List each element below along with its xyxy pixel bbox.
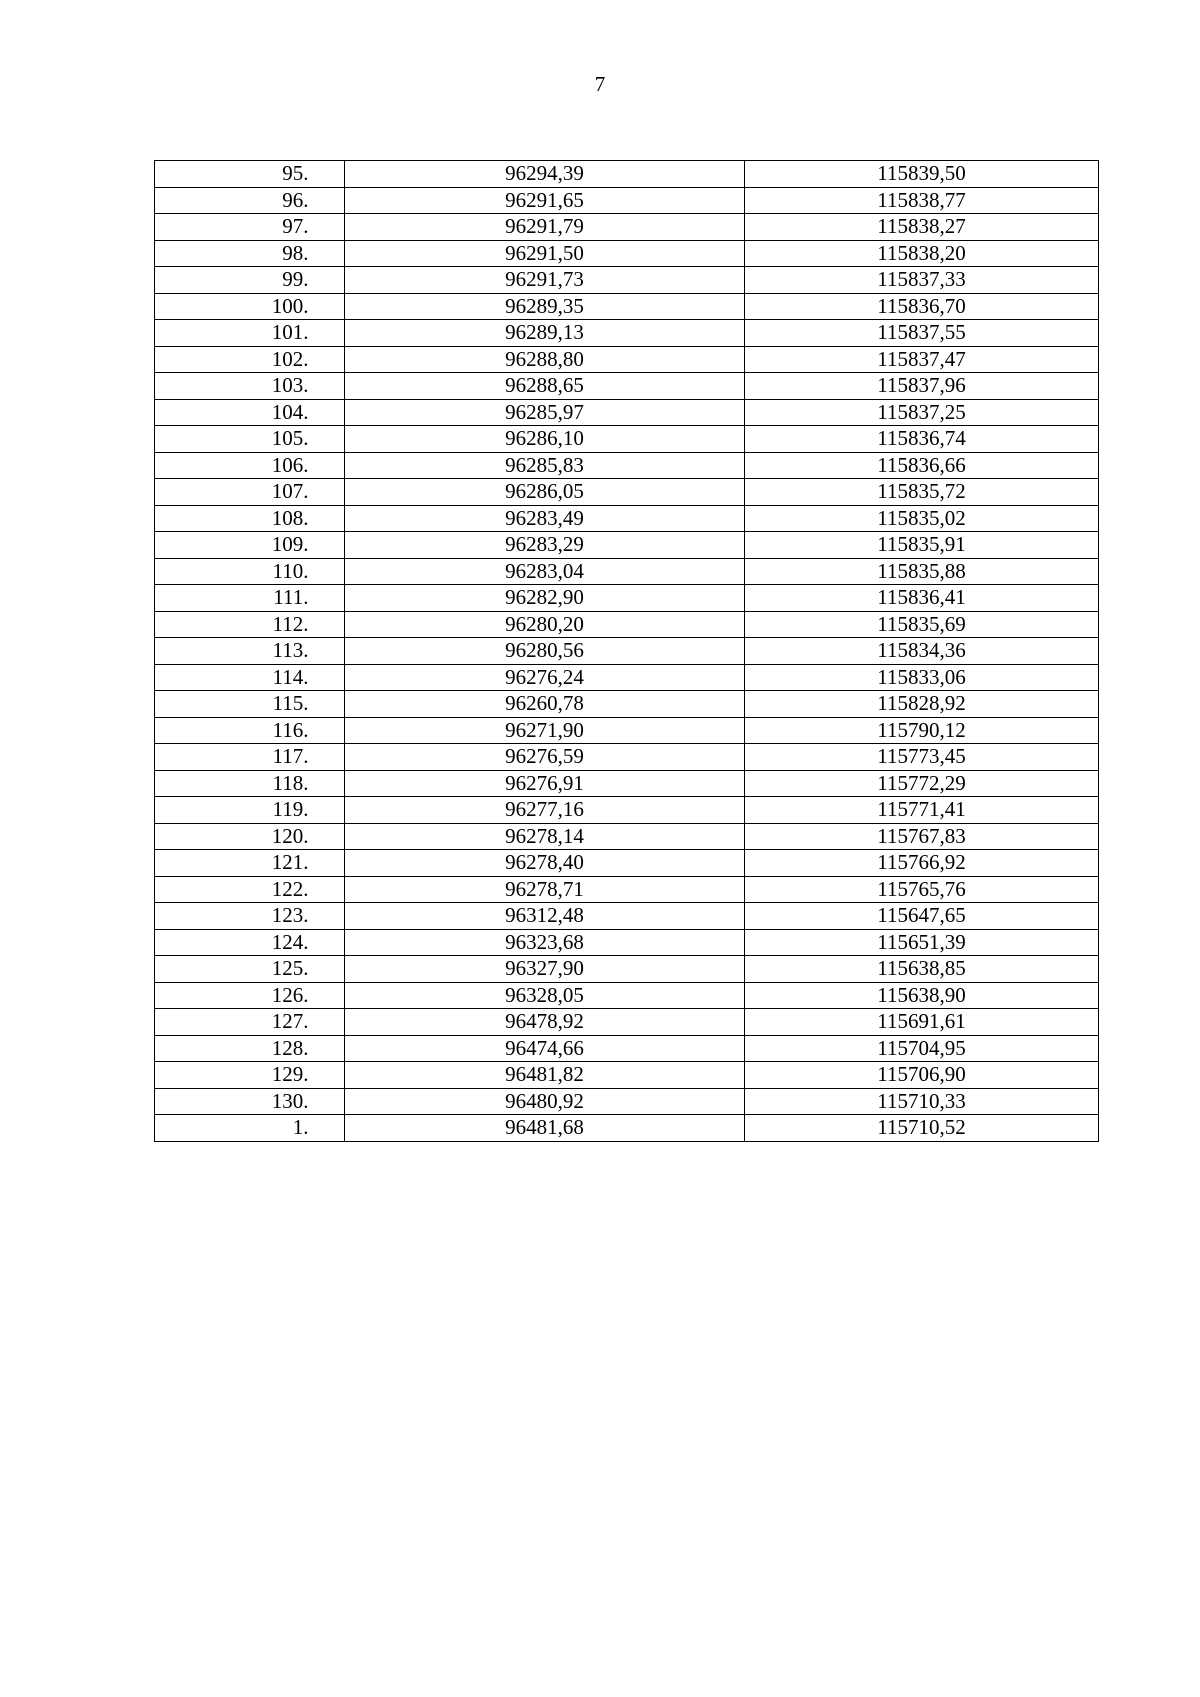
table-row [155,1062,1099,1089]
table-row [155,293,1099,320]
x-coordinate-cell: 96291,79 [345,214,745,241]
y-coordinate-cell: 115838,27 [745,214,1099,241]
x-coordinate-cell: 96291,65 [345,187,745,214]
point-number: 98. [282,240,309,265]
point-number-cell [155,532,345,559]
y-coordinate-cell: 115767,83 [745,823,1099,850]
point-number-cell [155,691,345,718]
table-row [155,558,1099,585]
point-number: 124. [271,929,309,954]
x-coordinate-cell: 96291,50 [345,240,745,267]
point-number-cell [155,479,345,506]
coordinates-table-body [155,161,1099,1142]
y-coordinate-cell: 115771,41 [745,797,1099,824]
x-coordinate-cell: 96327,90 [345,956,745,983]
point-number-cell [155,267,345,294]
point-number: 125. [271,956,309,981]
point-number: 119. [272,797,309,822]
x-coordinate-cell: 96328,05 [345,982,745,1009]
point-number-cell [155,558,345,585]
y-coordinate-cell: 115835,72 [745,479,1099,506]
table-row [155,585,1099,612]
point-number-cell [155,240,345,267]
y-coordinate-cell: 115838,20 [745,240,1099,267]
x-coordinate-cell: 96278,14 [345,823,745,850]
y-coordinate-cell: 115837,55 [745,320,1099,347]
x-coordinate-cell: 96278,40 [345,850,745,877]
y-coordinate-cell: 115765,76 [745,876,1099,903]
point-number-cell [155,717,345,744]
x-coordinate-cell: 96271,90 [345,717,745,744]
point-number-cell [155,452,345,479]
x-coordinate-cell: 96260,78 [345,691,745,718]
point-number-cell [155,1115,345,1142]
point-number: 128. [271,1035,309,1060]
y-coordinate-cell: 115837,33 [745,267,1099,294]
point-number-cell [155,744,345,771]
y-coordinate-cell: 115833,06 [745,664,1099,691]
table-row [155,187,1099,214]
table-row [155,850,1099,877]
x-coordinate-cell: 96480,92 [345,1088,745,1115]
point-number-cell [155,320,345,347]
point-number-cell [155,638,345,665]
point-number-cell [155,982,345,1009]
y-coordinate-cell: 115836,41 [745,585,1099,612]
table-row [155,823,1099,850]
table-row [155,1088,1099,1115]
point-number: 110. [272,558,309,583]
x-coordinate-cell: 96276,59 [345,744,745,771]
y-coordinate-cell: 115838,77 [745,187,1099,214]
coordinates-table [154,160,1099,1142]
point-number-cell [155,850,345,877]
table-row [155,399,1099,426]
table-row [155,346,1099,373]
y-coordinate-cell: 115766,92 [745,850,1099,877]
point-number: 100. [271,293,309,318]
table-row [155,717,1099,744]
point-number-cell [155,346,345,373]
point-number: 1. [292,1115,309,1140]
x-coordinate-cell: 96282,90 [345,585,745,612]
y-coordinate-cell: 115647,65 [745,903,1099,930]
y-coordinate-cell: 115638,85 [745,956,1099,983]
table-row [155,1035,1099,1062]
x-coordinate-cell: 96276,91 [345,770,745,797]
x-coordinate-cell: 96286,05 [345,479,745,506]
y-coordinate-cell: 115837,96 [745,373,1099,400]
table-row [155,240,1099,267]
x-coordinate-cell: 96283,49 [345,505,745,532]
y-coordinate-cell: 115706,90 [745,1062,1099,1089]
y-coordinate-cell: 115836,66 [745,452,1099,479]
point-number: 106. [271,452,309,477]
point-number-cell [155,611,345,638]
table-row [155,903,1099,930]
table-row [155,452,1099,479]
point-number: 103. [271,373,309,398]
table-row [155,691,1099,718]
y-coordinate-cell: 115839,50 [745,161,1099,188]
table-row [155,638,1099,665]
y-coordinate-cell: 115837,25 [745,399,1099,426]
page-number: 7 [594,72,606,96]
point-number: 95. [282,161,309,186]
point-number-cell [155,585,345,612]
table-row [155,770,1099,797]
table-row [155,505,1099,532]
point-number: 112. [272,611,309,636]
y-coordinate-cell: 115710,52 [745,1115,1099,1142]
x-coordinate-cell: 96280,56 [345,638,745,665]
x-coordinate-cell: 96474,66 [345,1035,745,1062]
y-coordinate-cell: 115704,95 [745,1035,1099,1062]
point-number: 123. [271,903,309,928]
table-row [155,1115,1099,1142]
x-coordinate-cell: 96289,35 [345,293,745,320]
table-row [155,876,1099,903]
point-number: 130. [271,1088,309,1113]
y-coordinate-cell: 115835,88 [745,558,1099,585]
point-number: 111. [273,585,309,610]
y-coordinate-cell: 115773,45 [745,744,1099,771]
x-coordinate-cell: 96280,20 [345,611,745,638]
point-number: 96. [282,187,309,212]
point-number-cell [155,161,345,188]
point-number-cell [155,1035,345,1062]
y-coordinate-cell: 115836,74 [745,426,1099,453]
point-number: 117. [272,744,309,769]
point-number: 107. [271,479,309,504]
x-coordinate-cell: 96481,82 [345,1062,745,1089]
x-coordinate-cell: 96291,73 [345,267,745,294]
point-number: 105. [271,426,309,451]
point-number: 104. [271,399,309,424]
point-number: 120. [271,823,309,848]
table-row [155,611,1099,638]
table-row [155,214,1099,241]
table-row [155,320,1099,347]
table-row [155,956,1099,983]
point-number: 122. [271,876,309,901]
point-number-cell [155,214,345,241]
x-coordinate-cell: 96286,10 [345,426,745,453]
y-coordinate-cell: 115835,02 [745,505,1099,532]
x-coordinate-cell: 96278,71 [345,876,745,903]
x-coordinate-cell: 96481,68 [345,1115,745,1142]
x-coordinate-cell: 96312,48 [345,903,745,930]
y-coordinate-cell: 115772,29 [745,770,1099,797]
table-row [155,1009,1099,1036]
point-number: 127. [271,1009,309,1034]
x-coordinate-cell: 96283,04 [345,558,745,585]
y-coordinate-cell: 115835,69 [745,611,1099,638]
point-number-cell [155,426,345,453]
x-coordinate-cell: 96288,80 [345,346,745,373]
table-row [155,161,1099,188]
x-coordinate-cell: 96283,29 [345,532,745,559]
point-number-cell [155,1009,345,1036]
y-coordinate-cell: 115828,92 [745,691,1099,718]
x-coordinate-cell: 96478,92 [345,1009,745,1036]
table-row [155,267,1099,294]
y-coordinate-cell: 115691,61 [745,1009,1099,1036]
x-coordinate-cell: 96276,24 [345,664,745,691]
y-coordinate-cell: 115835,91 [745,532,1099,559]
point-number-cell [155,1062,345,1089]
point-number-cell [155,399,345,426]
y-coordinate-cell: 115651,39 [745,929,1099,956]
y-coordinate-cell: 115710,33 [745,1088,1099,1115]
y-coordinate-cell: 115834,36 [745,638,1099,665]
table-row [155,479,1099,506]
table-row [155,797,1099,824]
point-number: 115. [272,691,309,716]
point-number-cell [155,903,345,930]
table-row [155,664,1099,691]
point-number: 118. [272,770,309,795]
x-coordinate-cell: 96323,68 [345,929,745,956]
x-coordinate-cell: 96294,39 [345,161,745,188]
y-coordinate-cell: 115836,70 [745,293,1099,320]
point-number-cell [155,797,345,824]
point-number-cell [155,823,345,850]
point-number-cell [155,1088,345,1115]
point-number: 129. [271,1062,309,1087]
table-row [155,744,1099,771]
y-coordinate-cell: 115638,90 [745,982,1099,1009]
table-row [155,426,1099,453]
y-coordinate-cell: 115790,12 [745,717,1099,744]
point-number: 114. [272,664,309,689]
point-number-cell [155,505,345,532]
table-row [155,532,1099,559]
point-number-cell [155,956,345,983]
point-number: 113. [272,638,309,663]
point-number: 99. [282,267,309,292]
x-coordinate-cell: 96285,83 [345,452,745,479]
point-number: 109. [271,532,309,557]
table-row [155,373,1099,400]
point-number: 108. [271,505,309,530]
x-coordinate-cell: 96285,97 [345,399,745,426]
table-row [155,929,1099,956]
point-number: 121. [271,850,309,875]
point-number-cell [155,876,345,903]
point-number-cell [155,187,345,214]
point-number: 97. [282,214,309,239]
point-number: 101. [271,320,309,345]
point-number: 102. [271,346,309,371]
point-number-cell [155,293,345,320]
point-number-cell [155,770,345,797]
point-number-cell [155,929,345,956]
y-coordinate-cell: 115837,47 [745,346,1099,373]
x-coordinate-cell: 96288,65 [345,373,745,400]
x-coordinate-cell: 96289,13 [345,320,745,347]
point-number: 116. [272,717,309,742]
point-number-cell [155,664,345,691]
table-row [155,982,1099,1009]
x-coordinate-cell: 96277,16 [345,797,745,824]
point-number-cell [155,373,345,400]
point-number: 126. [271,982,309,1007]
